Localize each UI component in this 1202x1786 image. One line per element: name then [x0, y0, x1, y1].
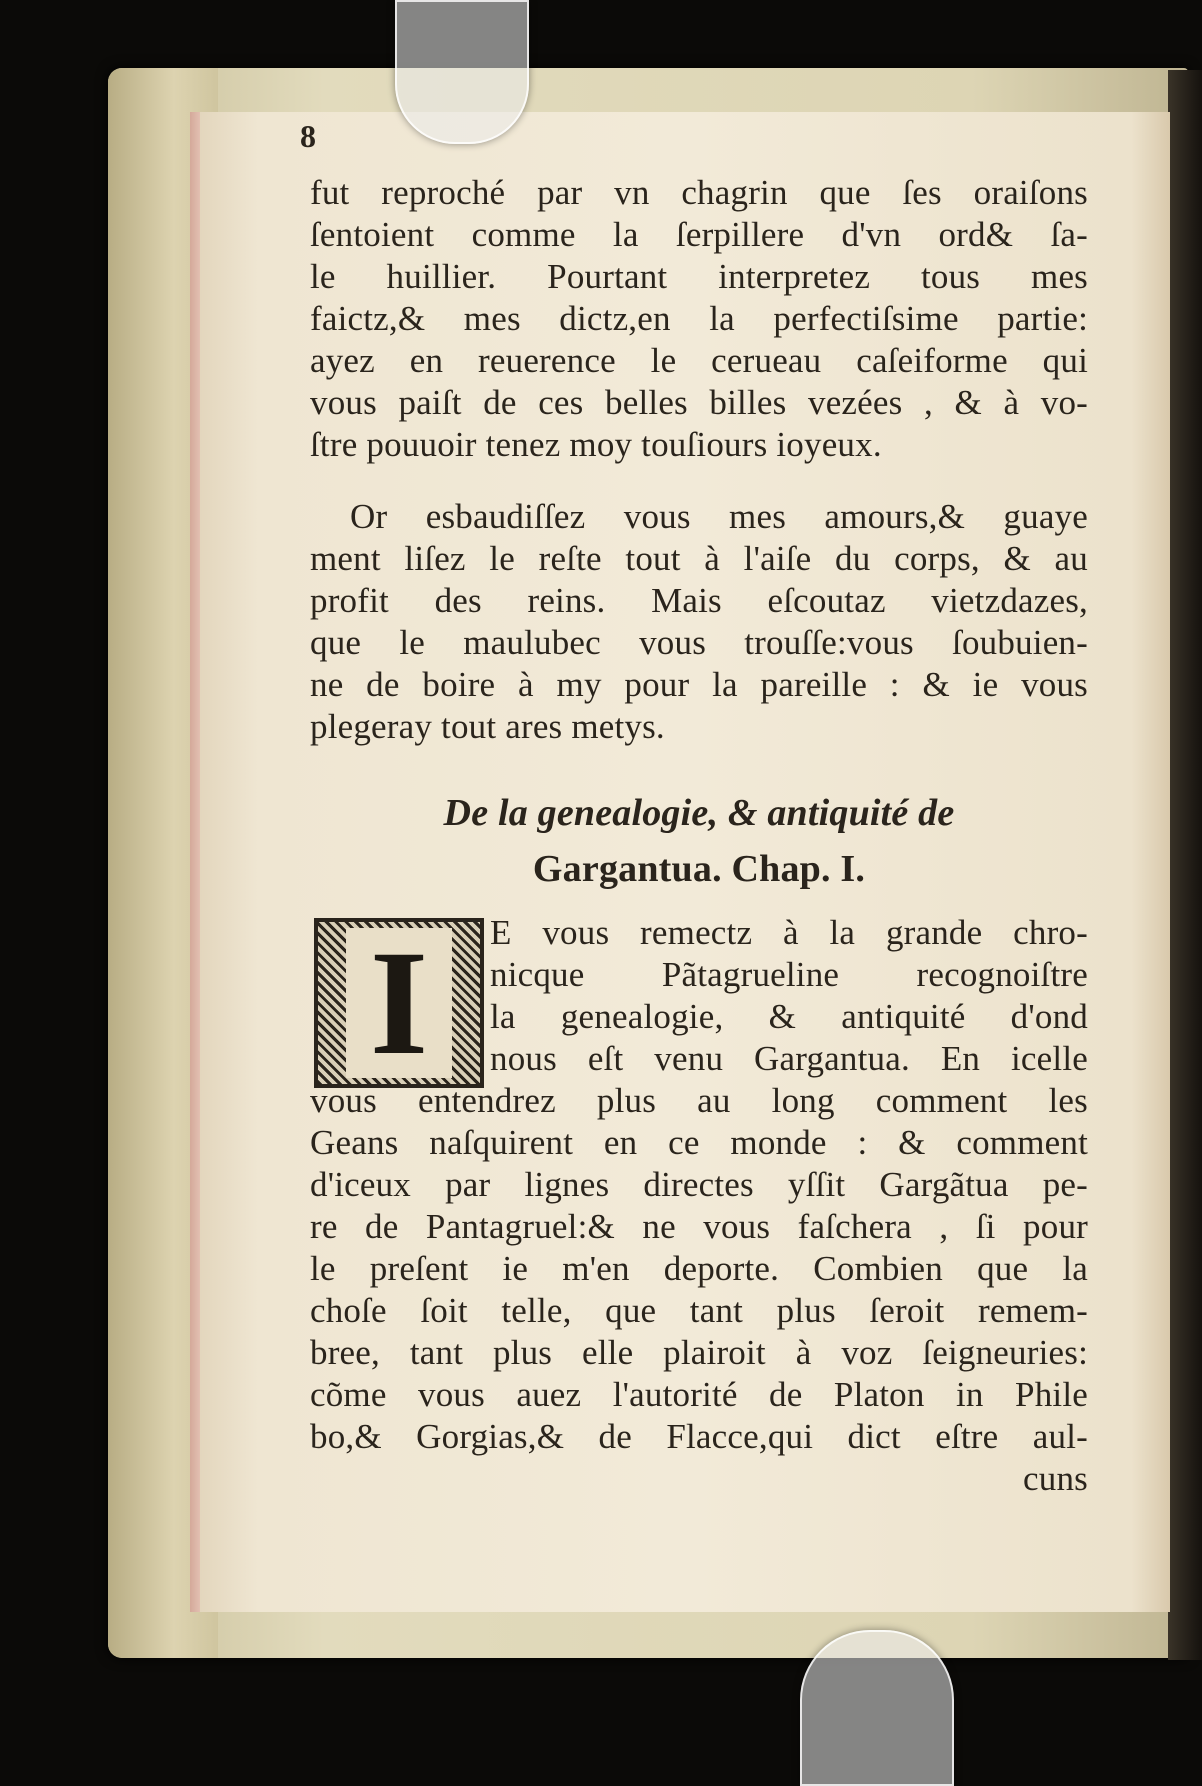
text-line: nous eſt venu Gargantua. En icelle: [490, 1039, 1088, 1078]
drop-cap-letter: I: [346, 928, 452, 1078]
text-line: que le maulubec vous trouſſe:vous ſoubuien-: [310, 623, 1088, 662]
page-number: 8: [300, 118, 316, 154]
text-line: fut reproché par vn chagrin que ſes oraiſons: [310, 173, 1088, 212]
text-line: bree, tant plus elle plairoit à voz ſeigneuries:: [310, 1333, 1088, 1372]
text-line: vous paiſt de ces belles billes vezées , & à vo-: [310, 383, 1088, 422]
heading-line: Gargantua. Chap. I.: [532, 848, 866, 890]
text-line: ſentoient comme la ſerpillere d'vn ord& ſa-: [310, 215, 1088, 254]
page-clip-top: [395, 0, 529, 144]
text-line: ne de boire à my pour la pareille : & ie vous: [310, 665, 1088, 704]
text-line: vous entendrez plus au long comment les: [310, 1081, 1088, 1120]
text-line: d'iceux par lignes directes yſſit Gargãtua pe-: [310, 1165, 1088, 1204]
text-line: nicque Pãtagrueline recognoiſtre: [490, 955, 1088, 994]
text-line: Geans naſquirent en ce monde : & comment: [310, 1123, 1088, 1162]
text-line: le preſent ie m'en deporte. Combien que la: [310, 1249, 1088, 1288]
text-line: ment liſez le reſte tout à l'aiſe du corps, & au: [310, 539, 1088, 578]
text-line: plegeray tout ares metys.: [310, 707, 665, 746]
text-line: le huillier. Pourtant interpretez tous mes: [310, 257, 1088, 296]
text-line: cõme vous auez l'autorité de Platon in Phile: [310, 1375, 1088, 1414]
text-line: ſtre pouuoir tenez moy touſiours ioyeux.: [310, 425, 882, 464]
text-line: ayez en reuerence le cerueau caſeiforme qui: [310, 341, 1088, 380]
heading-line: De la genealogie, & antiquité de: [443, 792, 955, 834]
text-line: profit des reins. Mais eſcoutaz vietzdazes,: [310, 581, 1088, 620]
text-line: E vous remectz à la grande chro-: [490, 913, 1088, 952]
page-clip-bottom: [800, 1630, 954, 1786]
text-line: bo,& Gorgias,& de Flacce,qui dict eſtre aul-: [310, 1417, 1088, 1456]
text-line: re de Pantagruel:& ne vous faſchera , ſi pour: [310, 1207, 1088, 1246]
book-spine: [1168, 70, 1202, 1660]
text-line: faictz,& mes dictz,en la perfectiſsime partie:: [310, 299, 1088, 338]
text-line: choſe ſoit telle, que tant plus ſeroit remem-: [310, 1291, 1088, 1330]
text-line: la genealogie, & antiquité d'ond: [490, 997, 1088, 1036]
text-line: Or esbaudiſſez vous mes amours,& guaye: [350, 497, 1088, 536]
catchword: cuns: [1023, 1459, 1088, 1498]
